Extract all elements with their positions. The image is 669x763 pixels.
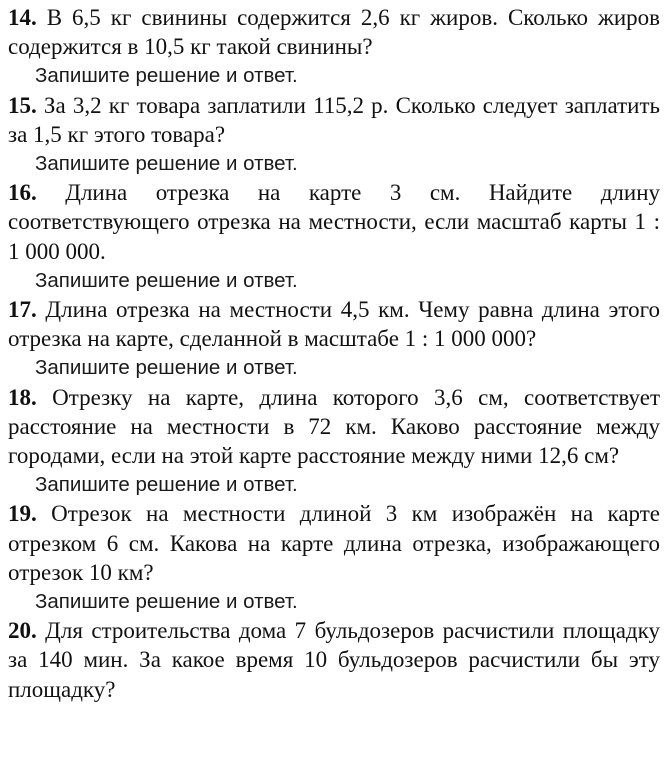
task-number: 20. — [8, 618, 37, 644]
task-body: Отрезку на карте, длина которого 3,6 см, соответствует расстояние на местности в 72 км. Каково расстояние между городами, если на этой карте расстояние между ними 12,6 см? — [8, 384, 661, 469]
answer-prompt: Запишите решение и ответ. — [35, 473, 298, 497]
task-text — [8, 499, 660, 587]
task-15 — [8, 91, 660, 179]
task-body: За 3,2 кг товара заплатили 115,2 р. Сколько следует заплатить за 1,5 кг этого товара? — [8, 92, 660, 147]
task-body: Для строительства дома 7 бульдозеров расчистили площадку за 140 мин. За какое время 10 бульдозеров расчистили бы эту площадку? — [8, 618, 660, 702]
answer-prompt: Запишите решение и ответ. — [35, 356, 298, 380]
task-16 — [8, 178, 660, 295]
task-number: 18. — [8, 384, 37, 410]
answer-prompt: Запишите решение и ответ. — [35, 64, 298, 88]
answer-prompt: Запишите решение и ответ. — [35, 268, 298, 292]
task-text — [8, 178, 660, 266]
task-text — [8, 295, 660, 353]
task-text — [8, 91, 660, 149]
task-body: Длина отрезка на местности 4,5 км. Чему равна длина этого отрезка на карте, сделанной в масштабе 1 : 1 000 000? — [8, 297, 660, 352]
task-body: Отрезок на местности длиной 3 км изображён на карте отрезком 6 см. Какова на карте длина отрезка, изображающего отрезок 10 км? — [8, 501, 660, 585]
task-body: В 6,5 кг свинины содержится 2,6 кг жиров. Сколько жиров содержится в 10,5 кг такой свинины? — [8, 5, 660, 60]
worksheet — [8, 3, 660, 704]
task-text — [8, 616, 660, 704]
task-number: 16. — [8, 180, 37, 206]
answer-prompt: Запишите решение и ответ. — [35, 152, 298, 176]
task-17 — [8, 295, 660, 383]
task-19 — [8, 499, 660, 616]
task-text — [8, 383, 660, 471]
task-14 — [8, 3, 660, 91]
task-18 — [8, 383, 660, 500]
task-text — [8, 3, 660, 61]
task-body: Длина отрезка на карте 3 см. Найдите длину соответствующего отрезка на местности, если масштаб карты 1 : 1 000 000. — [8, 180, 661, 264]
task-number: 14. — [8, 5, 37, 30]
task-number: 15. — [8, 92, 37, 118]
task-number: 19. — [8, 501, 37, 527]
task-20 — [8, 616, 660, 704]
task-number: 17. — [8, 297, 37, 323]
answer-prompt: Запишите решение и ответ. — [35, 590, 298, 614]
